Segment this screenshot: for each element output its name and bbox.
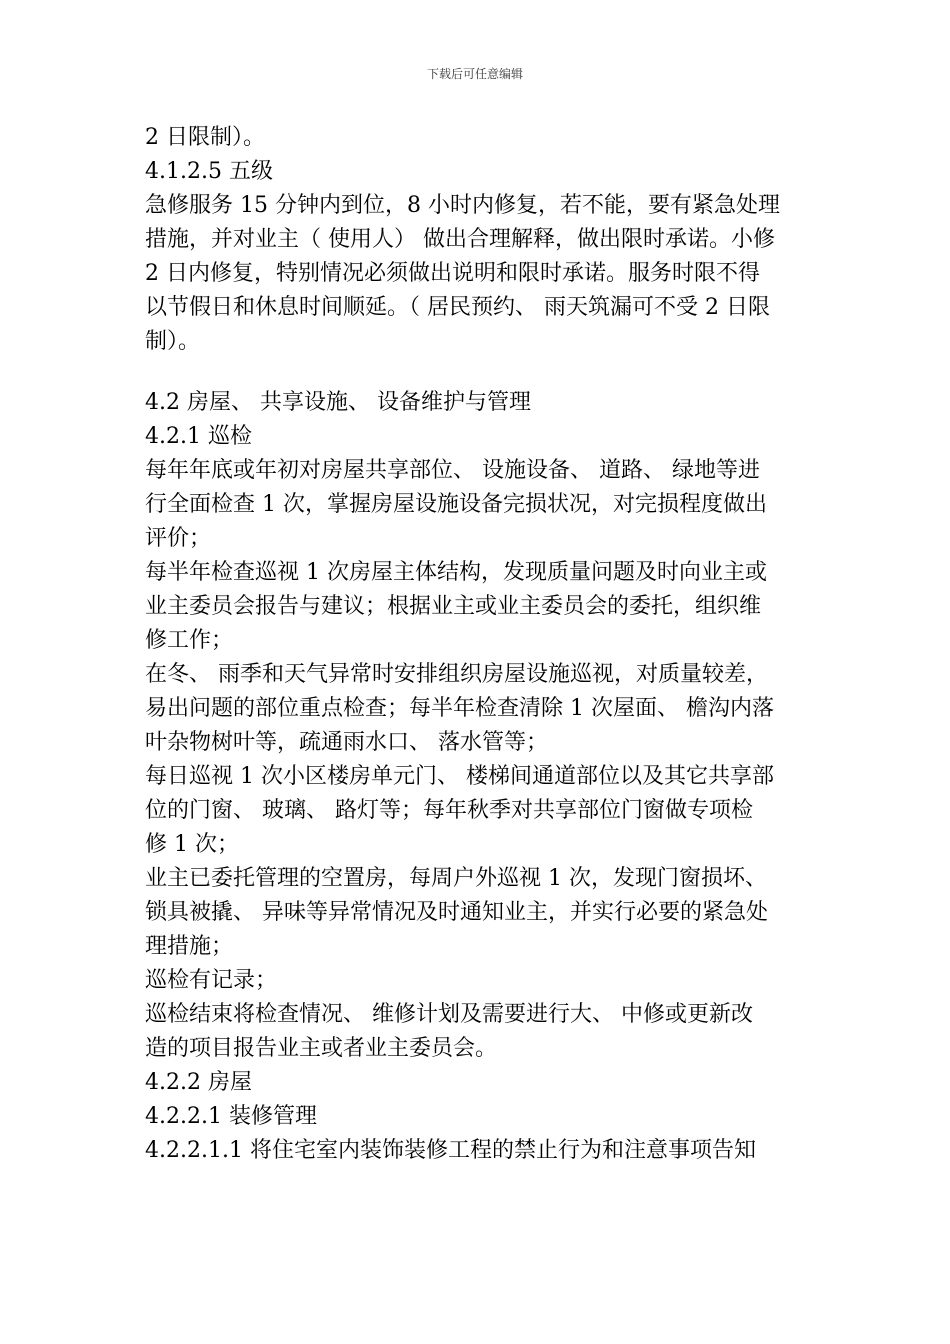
text-line: 制）。 <box>145 329 201 354</box>
text-line: 急修服务 15 分钟内到位，8 小时内修复，若不能，要有紧急处理 <box>145 193 780 218</box>
text-line: 巡检结束将检查情况、 维修计划及需要进行大、 中修或更新改 <box>145 1002 753 1027</box>
text-line: 行全面检查 1 次，掌握房屋设施设备完损状况，对完损程度做出 <box>145 492 767 517</box>
text-line: 2 日限制）。 <box>145 125 265 150</box>
text-line: 巡检有记录； <box>145 968 278 993</box>
page-header-note: 下载后可任意编辑 <box>426 67 523 81</box>
section-heading: 4.2 房屋、 共享设施、 设备维护与管理 <box>145 390 531 415</box>
text-line: 位的门窗、 玻璃、 路灯等；每年秋季对共享部位门窗做专项检 <box>145 798 753 823</box>
text-line: 业主已委托管理的空置房，每周户外巡视 1 次，发现门窗损坏、 <box>145 866 767 891</box>
text-line: 在冬、 雨季和天气异常时安排组织房屋设施巡视，对质量较差， <box>145 662 768 687</box>
section-heading: 4.2.2.1.1 将住宅室内装饰装修工程的禁止行为和注意事项告知 <box>145 1138 756 1163</box>
section-heading: 4.2.2 房屋 <box>145 1070 252 1095</box>
section-heading: 4.2.2.1 装修管理 <box>145 1104 317 1129</box>
section-heading: 4.1.2.5 五级 <box>145 159 273 184</box>
text-line: 修工作； <box>145 628 234 653</box>
text-line: 叶杂物树叶等，疏通雨水口、 落水管等； <box>145 730 548 755</box>
text-line: 每日巡视 1 次小区楼房单元门、 楼梯间通道部位以及其它共享部 <box>145 764 774 789</box>
text-line: 2 日内修复，特别情况必须做出说明和限时承诺。服务时限不得 <box>145 261 760 286</box>
text-line: 修 1 次； <box>145 832 239 857</box>
section-heading: 4.2.1 巡检 <box>145 424 252 449</box>
text-line: 理措施； <box>145 934 234 959</box>
text-line: 评价； <box>145 526 212 551</box>
text-line: 锁具被撬、 异味等异常情况及时通知业主，并实行必要的紧急处 <box>145 900 768 925</box>
paragraph-spacer <box>145 359 810 386</box>
document-body <box>145 121 810 1168</box>
text-line: 每年年底或年初对房屋共享部位、 设施设备、 道路、 绿地等进 <box>145 458 760 483</box>
text-line: 易出问题的部位重点检查；每半年检查清除 1 次屋面、 檐沟内落 <box>145 696 774 721</box>
text-line: 以节假日和休息时间顺延。（ 居民预约、 雨天筑漏可不受 2 日限 <box>145 295 770 320</box>
text-line: 造的项目报告业主或者业主委员会。 <box>145 1036 498 1061</box>
text-line: 每半年检查巡视 1 次房屋主体结构，发现质量问题及时向业主或 <box>145 560 767 585</box>
text-line: 措施，并对业主（ 使用人） 做出合理解释，做出限时承诺。小修 <box>145 227 775 252</box>
text-line: 业主委员会报告与建议；根据业主或业主委员会的委托，组织维 <box>145 594 762 619</box>
